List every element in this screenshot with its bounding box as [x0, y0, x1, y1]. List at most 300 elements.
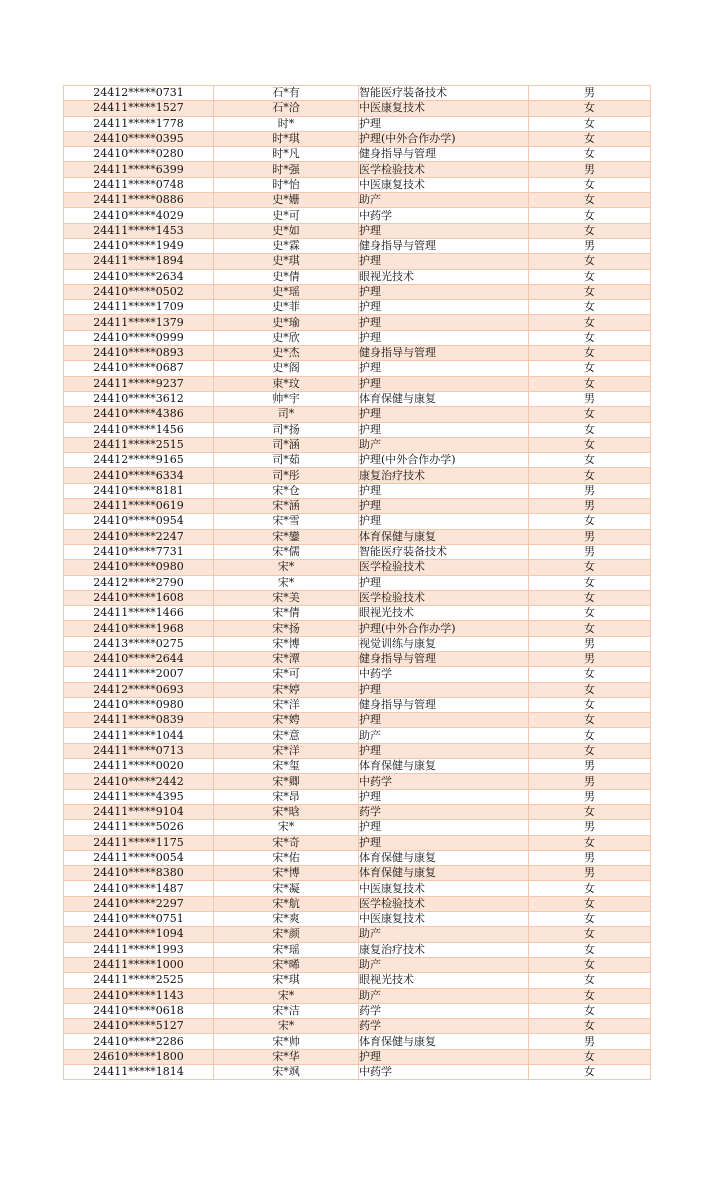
student-name-cell: 宋* — [214, 1019, 359, 1034]
gender-cell: 女 — [529, 881, 651, 896]
table-row — [64, 575, 651, 590]
table-row — [64, 86, 651, 101]
gender-cell: 女 — [529, 804, 651, 819]
student-id-cell: 24410*****1968 — [64, 621, 214, 636]
major-cell: 护理 — [359, 789, 529, 804]
student-name-cell: 宋*涵 — [214, 499, 359, 514]
table-row — [64, 1034, 651, 1049]
gender-cell: 女 — [529, 361, 651, 376]
gender-cell: 女 — [529, 376, 651, 391]
student-id-cell: 24410*****7731 — [64, 544, 214, 559]
gender-cell: 女 — [529, 1049, 651, 1064]
student-name-cell: 史*霖 — [214, 238, 359, 253]
gender-cell: 女 — [529, 514, 651, 529]
student-name-cell: 史*菲 — [214, 300, 359, 315]
gender-cell: 女 — [529, 697, 651, 712]
major-cell: 医学检验技术 — [359, 560, 529, 575]
student-id-cell: 24412*****0731 — [64, 86, 214, 101]
table-row — [64, 789, 651, 804]
student-name-cell: 史*瑶 — [214, 284, 359, 299]
gender-cell: 男 — [529, 636, 651, 651]
student-name-cell: 时*凡 — [214, 147, 359, 162]
student-name-cell: 帅*宇 — [214, 391, 359, 406]
major-cell: 护理 — [359, 713, 529, 728]
gender-cell: 女 — [529, 407, 651, 422]
gender-cell: 男 — [529, 529, 651, 544]
table-row — [64, 499, 651, 514]
table-row — [64, 391, 651, 406]
major-cell: 医学检验技术 — [359, 162, 529, 177]
student-id-cell: 24412*****0693 — [64, 682, 214, 697]
gender-cell: 男 — [529, 544, 651, 559]
table-row — [64, 621, 651, 636]
table-row — [64, 116, 651, 131]
table-row — [64, 866, 651, 881]
student-name-cell: 时*琪 — [214, 131, 359, 146]
major-cell: 眼视光技术 — [359, 973, 529, 988]
table-row — [64, 804, 651, 819]
student-name-cell: 宋*卿 — [214, 774, 359, 789]
student-name-cell: 史*琪 — [214, 254, 359, 269]
student-name-cell: 史*姗 — [214, 193, 359, 208]
student-name-cell: 宋*雪 — [214, 514, 359, 529]
gender-cell: 女 — [529, 254, 651, 269]
gender-cell: 男 — [529, 483, 651, 498]
student-name-cell: 史*杰 — [214, 346, 359, 361]
major-cell: 中医康复技术 — [359, 101, 529, 116]
table-row — [64, 667, 651, 682]
gender-cell: 女 — [529, 223, 651, 238]
student-id-cell: 24410*****0980 — [64, 697, 214, 712]
major-cell: 护理 — [359, 422, 529, 437]
student-name-cell: 宋*飒 — [214, 1065, 359, 1080]
table-row — [64, 759, 651, 774]
major-cell: 中药学 — [359, 774, 529, 789]
major-cell: 护理 — [359, 315, 529, 330]
student-name-cell: 宋*洋 — [214, 697, 359, 712]
gender-cell: 女 — [529, 1065, 651, 1080]
student-name-cell: 宋*琪 — [214, 973, 359, 988]
gender-cell: 男 — [529, 162, 651, 177]
major-cell: 药学 — [359, 1003, 529, 1018]
major-cell: 中药学 — [359, 667, 529, 682]
major-cell: 体育保健与康复 — [359, 391, 529, 406]
table-row — [64, 238, 651, 253]
student-name-cell: 宋*颜 — [214, 927, 359, 942]
student-name-cell: 石*洽 — [214, 101, 359, 116]
gender-cell: 女 — [529, 468, 651, 483]
gender-cell: 女 — [529, 269, 651, 284]
table-row — [64, 835, 651, 850]
table-row — [64, 728, 651, 743]
student-id-cell: 24411*****0713 — [64, 743, 214, 758]
student-name-cell: 宋*娉 — [214, 713, 359, 728]
student-id-cell: 24410*****0751 — [64, 912, 214, 927]
table-row — [64, 422, 651, 437]
gender-cell: 女 — [529, 453, 651, 468]
student-name-cell: 史*可 — [214, 208, 359, 223]
table-row — [64, 300, 651, 315]
student-name-cell: 宋*儒 — [214, 544, 359, 559]
major-cell: 健身指导与管理 — [359, 697, 529, 712]
student-name-cell: 宋*凝 — [214, 881, 359, 896]
gender-cell: 男 — [529, 820, 651, 835]
table-row — [64, 896, 651, 911]
major-cell: 中医康复技术 — [359, 177, 529, 192]
gender-cell: 女 — [529, 116, 651, 131]
student-id-cell: 24411*****0886 — [64, 193, 214, 208]
student-id-cell: 24410*****2644 — [64, 651, 214, 666]
student-id-cell: 24411*****5026 — [64, 820, 214, 835]
major-cell: 健身指导与管理 — [359, 238, 529, 253]
major-cell: 护理 — [359, 300, 529, 315]
gender-cell: 女 — [529, 131, 651, 146]
major-cell: 中药学 — [359, 208, 529, 223]
student-name-cell: 宋*美 — [214, 590, 359, 605]
major-cell: 体育保健与康复 — [359, 850, 529, 865]
major-cell: 助产 — [359, 437, 529, 452]
table-row — [64, 514, 651, 529]
student-name-cell: 史*如 — [214, 223, 359, 238]
gender-cell: 女 — [529, 606, 651, 621]
student-name-cell: 宋*倩 — [214, 606, 359, 621]
major-cell: 中药学 — [359, 1065, 529, 1080]
gender-cell: 女 — [529, 422, 651, 437]
table-row — [64, 636, 651, 651]
major-cell: 护理 — [359, 483, 529, 498]
gender-cell: 女 — [529, 835, 651, 850]
student-name-cell: 宋*洋 — [214, 743, 359, 758]
student-name-cell: 宋*晗 — [214, 804, 359, 819]
student-id-cell: 24410*****0687 — [64, 361, 214, 376]
table-row — [64, 912, 651, 927]
student-id-cell: 24410*****2286 — [64, 1034, 214, 1049]
table-row — [64, 544, 651, 559]
student-id-cell: 24411*****1993 — [64, 942, 214, 957]
major-cell: 智能医疗装备技术 — [359, 544, 529, 559]
table-row — [64, 254, 651, 269]
student-name-cell: 宋*奇 — [214, 835, 359, 850]
major-cell: 视觉训练与康复 — [359, 636, 529, 651]
major-cell: 护理(中外合作办学) — [359, 621, 529, 636]
student-id-cell: 24410*****6334 — [64, 468, 214, 483]
table-row — [64, 651, 651, 666]
gender-cell: 女 — [529, 284, 651, 299]
table-row — [64, 223, 651, 238]
major-cell: 智能医疗装备技术 — [359, 86, 529, 101]
student-id-cell: 24411*****0748 — [64, 177, 214, 192]
student-id-cell: 24411*****1175 — [64, 835, 214, 850]
student-id-cell: 24411*****1527 — [64, 101, 214, 116]
student-table-body — [64, 86, 651, 1080]
student-id-cell: 24410*****4029 — [64, 208, 214, 223]
gender-cell: 男 — [529, 866, 651, 881]
gender-cell: 男 — [529, 86, 651, 101]
student-id-cell: 24610*****1800 — [64, 1049, 214, 1064]
major-cell: 护理 — [359, 682, 529, 697]
table-row — [64, 468, 651, 483]
student-id-cell: 24410*****2442 — [64, 774, 214, 789]
table-row — [64, 101, 651, 116]
student-id-cell: 24412*****9165 — [64, 453, 214, 468]
table-row — [64, 957, 651, 972]
major-cell: 康复治疗技术 — [359, 468, 529, 483]
student-id-cell: 24410*****5127 — [64, 1019, 214, 1034]
gender-cell: 男 — [529, 1034, 651, 1049]
major-cell: 助产 — [359, 927, 529, 942]
table-row — [64, 147, 651, 162]
student-id-cell: 24411*****1466 — [64, 606, 214, 621]
gender-cell: 男 — [529, 651, 651, 666]
table-row — [64, 682, 651, 697]
gender-cell: 男 — [529, 238, 651, 253]
major-cell: 中医康复技术 — [359, 912, 529, 927]
gender-cell: 女 — [529, 743, 651, 758]
student-name-cell: 束*玟 — [214, 376, 359, 391]
major-cell: 护理 — [359, 254, 529, 269]
student-id-cell: 24413*****0275 — [64, 636, 214, 651]
student-id-cell: 24411*****9237 — [64, 376, 214, 391]
table-row — [64, 743, 651, 758]
student-name-cell: 宋* — [214, 988, 359, 1003]
student-name-cell: 宋*帅 — [214, 1034, 359, 1049]
gender-cell: 女 — [529, 101, 651, 116]
student-id-cell: 24411*****2007 — [64, 667, 214, 682]
student-id-cell: 24411*****1379 — [64, 315, 214, 330]
student-id-cell: 24412*****2790 — [64, 575, 214, 590]
gender-cell: 女 — [529, 208, 651, 223]
major-cell: 眼视光技术 — [359, 606, 529, 621]
table-row — [64, 330, 651, 345]
student-id-cell: 24411*****0619 — [64, 499, 214, 514]
student-name-cell: 史*倩 — [214, 269, 359, 284]
student-id-cell: 24410*****4386 — [64, 407, 214, 422]
student-name-cell: 宋*玺 — [214, 759, 359, 774]
student-name-cell: 宋*洁 — [214, 1003, 359, 1018]
student-name-cell: 宋*昂 — [214, 789, 359, 804]
major-cell: 医学检验技术 — [359, 896, 529, 911]
major-cell: 中医康复技术 — [359, 881, 529, 896]
table-row — [64, 1003, 651, 1018]
major-cell: 护理 — [359, 223, 529, 238]
table-row — [64, 453, 651, 468]
major-cell: 护理 — [359, 330, 529, 345]
table-row — [64, 850, 651, 865]
student-name-cell: 石*有 — [214, 86, 359, 101]
gender-cell: 女 — [529, 957, 651, 972]
student-id-cell: 24410*****1094 — [64, 927, 214, 942]
major-cell: 护理 — [359, 407, 529, 422]
student-name-cell: 宋* — [214, 820, 359, 835]
major-cell: 护理(中外合作办学) — [359, 131, 529, 146]
student-id-cell: 24410*****2297 — [64, 896, 214, 911]
student-id-cell: 24411*****6399 — [64, 162, 214, 177]
student-id-cell: 24411*****1894 — [64, 254, 214, 269]
major-cell: 药学 — [359, 804, 529, 819]
major-cell: 体育保健与康复 — [359, 1034, 529, 1049]
student-id-cell: 24410*****1608 — [64, 590, 214, 605]
student-id-cell: 24411*****1453 — [64, 223, 214, 238]
student-id-cell: 24411*****4395 — [64, 789, 214, 804]
student-id-cell: 24411*****9104 — [64, 804, 214, 819]
student-name-cell: 时* — [214, 116, 359, 131]
gender-cell: 女 — [529, 300, 651, 315]
gender-cell: 女 — [529, 896, 651, 911]
major-cell: 护理 — [359, 284, 529, 299]
major-cell: 护理 — [359, 514, 529, 529]
gender-cell: 女 — [529, 1019, 651, 1034]
student-name-cell: 宋* — [214, 560, 359, 575]
student-id-cell: 24411*****1044 — [64, 728, 214, 743]
student-id-cell: 24411*****1709 — [64, 300, 214, 315]
major-cell: 医学检验技术 — [359, 590, 529, 605]
student-name-cell: 司*彤 — [214, 468, 359, 483]
student-name-cell: 宋*博 — [214, 636, 359, 651]
gender-cell: 女 — [529, 667, 651, 682]
major-cell: 护理 — [359, 835, 529, 850]
student-id-cell: 24410*****8380 — [64, 866, 214, 881]
major-cell: 健身指导与管理 — [359, 346, 529, 361]
major-cell: 康复治疗技术 — [359, 942, 529, 957]
gender-cell: 女 — [529, 713, 651, 728]
student-name-cell: 宋* — [214, 575, 359, 590]
student-name-cell: 时*怡 — [214, 177, 359, 192]
table-row — [64, 346, 651, 361]
table-row — [64, 1019, 651, 1034]
table-row — [64, 131, 651, 146]
student-name-cell: 宋*意 — [214, 728, 359, 743]
student-name-cell: 司*茹 — [214, 453, 359, 468]
student-table — [63, 85, 651, 1080]
student-id-cell: 24411*****0839 — [64, 713, 214, 728]
student-id-cell: 24410*****0954 — [64, 514, 214, 529]
student-id-cell: 24411*****0020 — [64, 759, 214, 774]
table-row — [64, 881, 651, 896]
student-id-cell: 24411*****1814 — [64, 1065, 214, 1080]
table-row — [64, 284, 651, 299]
student-id-cell: 24411*****2515 — [64, 437, 214, 452]
student-id-cell: 24410*****0502 — [64, 284, 214, 299]
major-cell: 助产 — [359, 193, 529, 208]
student-name-cell: 宋*潭 — [214, 651, 359, 666]
gender-cell: 女 — [529, 942, 651, 957]
student-id-cell: 24410*****0618 — [64, 1003, 214, 1018]
gender-cell: 男 — [529, 391, 651, 406]
student-name-cell: 宋*瑶 — [214, 942, 359, 957]
student-id-cell: 24410*****1456 — [64, 422, 214, 437]
student-name-cell: 司* — [214, 407, 359, 422]
major-cell: 护理 — [359, 361, 529, 376]
student-id-cell: 24410*****2247 — [64, 529, 214, 544]
table-row — [64, 483, 651, 498]
major-cell: 健身指导与管理 — [359, 147, 529, 162]
table-row — [64, 361, 651, 376]
table-row — [64, 162, 651, 177]
table-row — [64, 973, 651, 988]
gender-cell: 男 — [529, 759, 651, 774]
major-cell: 药学 — [359, 1019, 529, 1034]
student-name-cell: 宋*博 — [214, 866, 359, 881]
major-cell: 体育保健与康复 — [359, 866, 529, 881]
table-row — [64, 606, 651, 621]
gender-cell: 女 — [529, 330, 651, 345]
table-row — [64, 590, 651, 605]
student-name-cell: 宋*婷 — [214, 682, 359, 697]
table-row — [64, 713, 651, 728]
gender-cell: 女 — [529, 346, 651, 361]
table-row — [64, 1049, 651, 1064]
student-id-cell: 24410*****0980 — [64, 560, 214, 575]
major-cell: 护理 — [359, 820, 529, 835]
table-row — [64, 927, 651, 942]
gender-cell: 女 — [529, 912, 651, 927]
table-row — [64, 407, 651, 422]
student-name-cell: 宋*航 — [214, 896, 359, 911]
major-cell: 体育保健与康复 — [359, 759, 529, 774]
table-row — [64, 774, 651, 789]
student-id-cell: 24410*****8181 — [64, 483, 214, 498]
major-cell: 眼视光技术 — [359, 269, 529, 284]
major-cell: 护理 — [359, 743, 529, 758]
table-row — [64, 437, 651, 452]
table-row — [64, 269, 651, 284]
gender-cell: 女 — [529, 193, 651, 208]
student-id-cell: 24410*****2634 — [64, 269, 214, 284]
gender-cell: 女 — [529, 1003, 651, 1018]
student-id-cell: 24410*****0280 — [64, 147, 214, 162]
table-row — [64, 820, 651, 835]
student-name-cell: 宋*晞 — [214, 957, 359, 972]
gender-cell: 女 — [529, 988, 651, 1003]
student-name-cell: 宋*扬 — [214, 621, 359, 636]
major-cell: 护理 — [359, 116, 529, 131]
student-id-cell: 24410*****1487 — [64, 881, 214, 896]
table-row — [64, 315, 651, 330]
student-name-cell: 宋*佑 — [214, 850, 359, 865]
major-cell: 体育保健与康复 — [359, 529, 529, 544]
major-cell: 护理(中外合作办学) — [359, 453, 529, 468]
student-id-cell: 24410*****1143 — [64, 988, 214, 1003]
student-name-cell: 宋*仓 — [214, 483, 359, 498]
student-id-cell: 24411*****0054 — [64, 850, 214, 865]
table-row — [64, 376, 651, 391]
major-cell: 护理 — [359, 575, 529, 590]
student-name-cell: 宋*华 — [214, 1049, 359, 1064]
student-name-cell: 宋*鑾 — [214, 529, 359, 544]
table-row — [64, 193, 651, 208]
student-id-cell: 24410*****1949 — [64, 238, 214, 253]
table-row — [64, 560, 651, 575]
student-name-cell: 宋*爽 — [214, 912, 359, 927]
student-name-cell: 史*阁 — [214, 361, 359, 376]
major-cell: 健身指导与管理 — [359, 651, 529, 666]
table-row — [64, 1065, 651, 1080]
student-name-cell: 史*瑜 — [214, 315, 359, 330]
student-id-cell: 24411*****1000 — [64, 957, 214, 972]
student-name-cell: 史*欣 — [214, 330, 359, 345]
student-name-cell: 时*强 — [214, 162, 359, 177]
table-row — [64, 208, 651, 223]
gender-cell: 男 — [529, 850, 651, 865]
table-row — [64, 529, 651, 544]
table-row — [64, 177, 651, 192]
gender-cell: 女 — [529, 575, 651, 590]
gender-cell: 女 — [529, 973, 651, 988]
gender-cell: 女 — [529, 927, 651, 942]
gender-cell: 女 — [529, 177, 651, 192]
gender-cell: 女 — [529, 437, 651, 452]
gender-cell: 男 — [529, 499, 651, 514]
